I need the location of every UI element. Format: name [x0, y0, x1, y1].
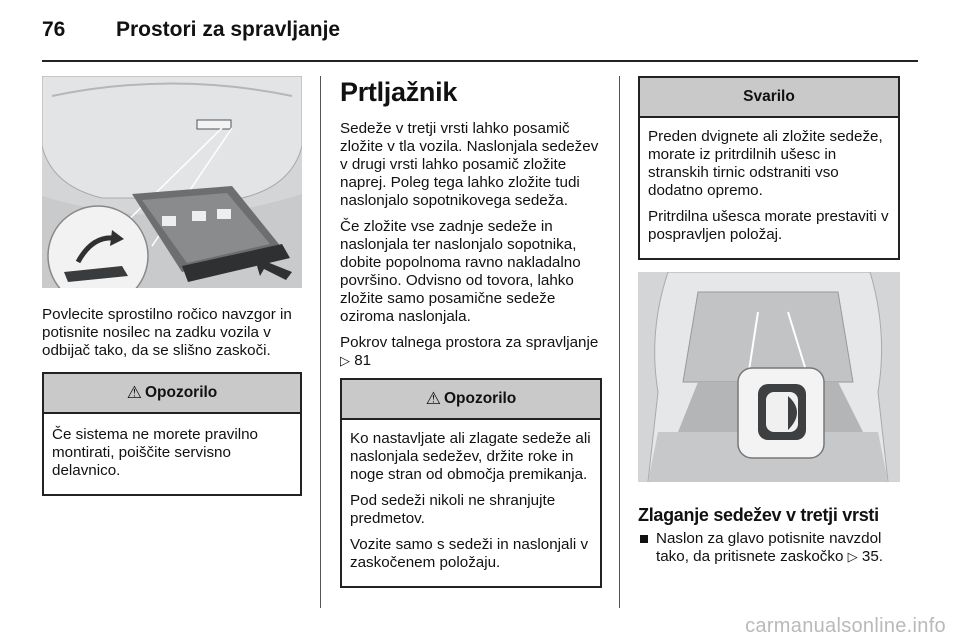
warning-box [42, 372, 302, 496]
paragraph: Sedeže v tretji vrsti lahko posamič zložite v tla vozila. Naslonjala sedežev v drugi vrsti lahko posamič zložite naprej. Poleg tega lahko zložite tudi naslonjalo sopotnikovega sedeža. [340, 120, 599, 209]
page-title: Prostori za spravljanje [116, 18, 341, 41]
warning-triangle-icon: ⚠ [425, 389, 441, 408]
column-separator [320, 76, 321, 608]
paragraph: Če zložite vse zadnje sedeže in naslonjala ter naslonjalo sopotnika, dobite popolnoma ravno nakladalno površino. Odvisno od tovora, lahko zložite samo posamične sedeže oziroma naslonjala. [340, 218, 581, 325]
list-item-text [656, 530, 900, 566]
list-item-body: Naslon za glavo potisnite navzdol tako, da pritisnete zaskočko [656, 530, 882, 565]
paragraph-reference [340, 334, 602, 370]
figure-rear-carrier [42, 76, 302, 288]
warning-header [342, 380, 600, 420]
watermark: carmanualsonline.info [745, 615, 946, 637]
header-rule [42, 60, 918, 62]
column-right [638, 76, 900, 566]
caution-box [638, 76, 900, 260]
warning-text: Pod sedeži nikoli ne shranjujte predmetov. [350, 492, 556, 527]
warning-title: Opozorilo [144, 384, 218, 401]
warning-header [44, 374, 300, 414]
warning-title: Opozorilo [443, 390, 517, 407]
caution-text: Pritrdilna ušesca morate prestaviti v pospravljen položaj. [648, 208, 889, 243]
caution-title: Svarilo [743, 88, 795, 105]
warning-body [44, 414, 300, 494]
reference-page[interactable]: 81 [354, 352, 372, 369]
bullet-square-icon [640, 535, 648, 543]
caution-text: Preden dvignete ali zložite sedeže, morate iz pritrdilnih ušesc in stranskih tirnic odstraniti vso dodatno opremo. [648, 128, 883, 199]
reference-arrow-icon: ▷ [847, 549, 858, 564]
caution-header [640, 78, 898, 118]
figure-caption: Povlecite sprostilno ročico navzgor in potisnite nosilec na zadku vozila v odbijač tako, da se slišno zaskoči. [42, 306, 292, 359]
caution-body [640, 118, 898, 258]
reference-page[interactable]: 35. [861, 548, 884, 565]
page-header [42, 14, 918, 54]
subsection-heading: Zlaganje sedežev v tretji vrsti [638, 505, 879, 525]
reference-text: Pokrov talnega prostora za spravljanje [340, 334, 599, 351]
warning-body [342, 420, 600, 586]
section-heading: Prtljažnik [340, 77, 458, 107]
warning-text: Vozite samo s sedeži in naslonjali v zaskočenem položaju. [350, 536, 589, 571]
list-item [638, 530, 900, 566]
reference-arrow-icon: ▷ [340, 353, 350, 368]
warning-box [340, 378, 602, 588]
column-middle [340, 76, 602, 588]
rear-carrier-illustration [42, 76, 302, 288]
warning-text: Ko nastavljate ali zlagate sedeže ali naslonjala sedežev, držite roke in noge stran od območja premikanja. [350, 430, 591, 483]
column-separator [619, 76, 620, 608]
trunk-seats-illustration [638, 272, 900, 482]
page-number: 76 [42, 18, 66, 41]
warning-text: Če sistema ne morete pravilno montirati, poiščite servisno delavnico. [52, 426, 258, 479]
column-left [42, 76, 302, 496]
figure-trunk-seats [638, 272, 900, 482]
warning-triangle-icon: ⚠ [126, 383, 142, 402]
